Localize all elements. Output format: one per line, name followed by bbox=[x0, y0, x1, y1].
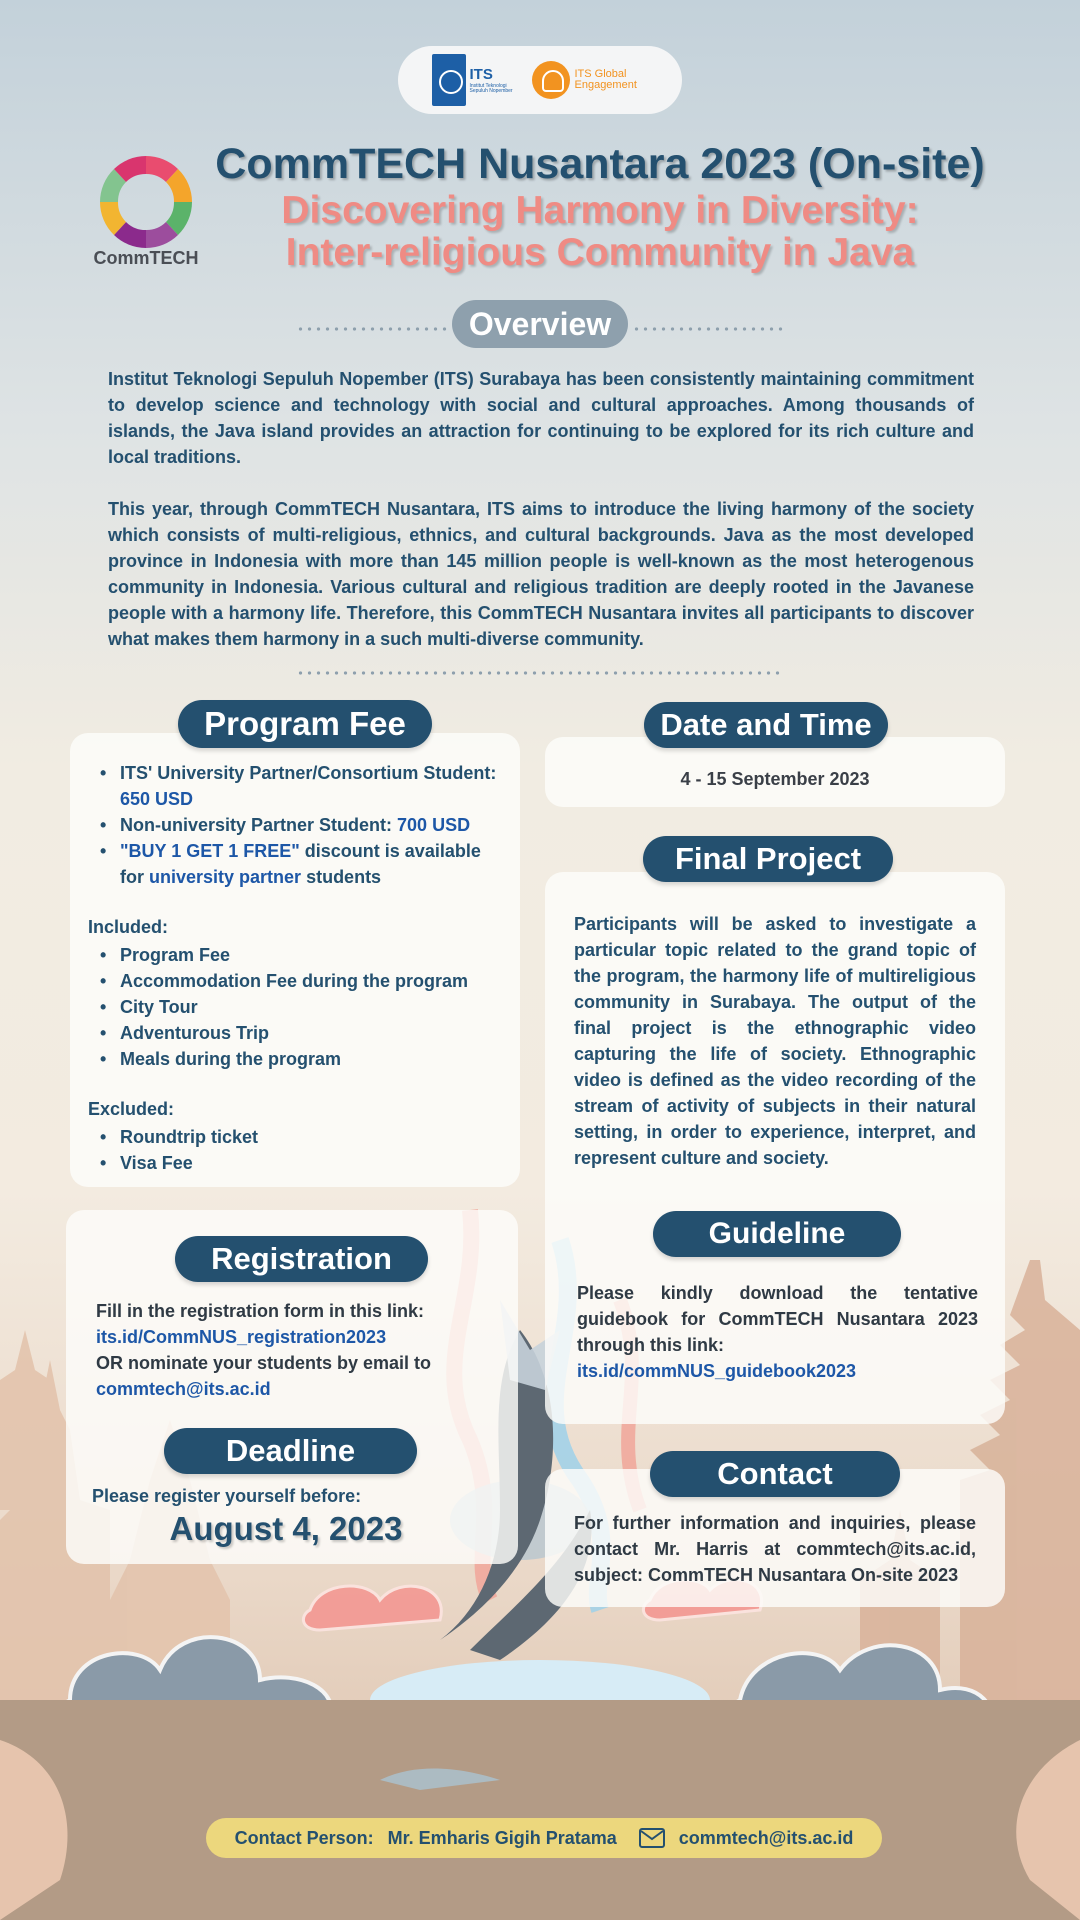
overview-heading: Overview bbox=[452, 300, 628, 348]
date-time-heading: Date and Time bbox=[644, 702, 888, 748]
fee-list bbox=[88, 760, 508, 890]
footer-contact-name: Mr. Emharis Gigih Pratama bbox=[387, 1827, 617, 1848]
global-engagement-text: ITS Global Engagement bbox=[574, 68, 637, 91]
promo-item bbox=[88, 838, 508, 890]
fee-item bbox=[88, 760, 508, 812]
registration-line-2: OR nominate your students by email to bbox=[96, 1353, 432, 1373]
promo-quote: "BUY 1 GET 1 FREE" bbox=[120, 841, 300, 861]
page-subtitle bbox=[200, 190, 1000, 274]
fee-item bbox=[88, 812, 508, 838]
fee-item-price: 700 USD bbox=[397, 815, 471, 835]
registration-link[interactable]: its.id/CommNUS_registration2023 bbox=[96, 1327, 387, 1347]
overview-paragraph-1: Institut Teknologi Sepuluh Nopember (ITS) Surabaya has been consistently maintaining commitment to develop science and technology with social and cultural approaches. Among thousands of islands, the Java island provides an attraction for continuing to be explored for its rich culture and local traditions. bbox=[108, 369, 974, 467]
excluded-item: • Roundtrip ticket bbox=[88, 1124, 508, 1150]
guideline-text: Please kindly download the tentative guidebook for CommTECH Nusantara 2023 through this link: bbox=[577, 1283, 978, 1355]
included-item: • Meals during the program bbox=[88, 1046, 508, 1072]
divider-dots bbox=[296, 671, 784, 675]
included-list bbox=[88, 942, 508, 1072]
included-item: • City Tour bbox=[88, 994, 508, 1020]
overview-text bbox=[108, 366, 974, 652]
its-logo-name: ITS bbox=[469, 65, 493, 83]
its-logo-subtitle: Institut Teknologi Sepuluh Nopember bbox=[469, 82, 513, 94]
footer-contact-bar bbox=[206, 1818, 882, 1858]
excluded-label: Excluded: bbox=[88, 1099, 175, 1119]
divider-dots bbox=[296, 327, 448, 331]
date-time-value: 4 - 15 September 2023 bbox=[680, 769, 870, 789]
registration-email[interactable]: commtech@its.ac.id bbox=[96, 1379, 271, 1399]
program-fee-heading: Program Fee bbox=[178, 700, 432, 748]
included-label: Included: bbox=[88, 917, 168, 937]
subtitle-line-2: Inter-religious Community in Java bbox=[285, 231, 915, 274]
its-emblem-icon bbox=[432, 54, 466, 106]
registration-line-1: Fill in the registration form in this link: bbox=[96, 1301, 425, 1321]
contact-heading: Contact bbox=[650, 1451, 900, 1497]
divider-dots bbox=[632, 327, 784, 331]
contact-text: For further information and inquiries, please contact Mr. Harris at commtech@its.ac.id, subject: CommTECH Nusantara On-site 2023 bbox=[574, 1513, 976, 1585]
promo-target: university partner bbox=[149, 867, 302, 887]
included-item: • Adventurous Trip bbox=[88, 1020, 508, 1046]
guideline-heading: Guideline bbox=[653, 1211, 901, 1257]
deadline-heading: Deadline bbox=[164, 1428, 417, 1474]
page-title: CommTECH Nusantara 2023 (On-site) bbox=[215, 140, 985, 188]
promo-text: discount is available for bbox=[120, 841, 481, 887]
footer-email[interactable]: commtech@its.ac.id bbox=[678, 1827, 854, 1848]
its-logo bbox=[432, 54, 518, 106]
final-project-heading: Final Project bbox=[643, 836, 893, 882]
registration-heading: Registration bbox=[175, 1236, 428, 1282]
global-engagement-logo bbox=[532, 61, 649, 99]
fee-item-text: ITS' University Partner/Consortium Student: bbox=[120, 763, 497, 783]
excluded-item: • Visa Fee bbox=[88, 1150, 508, 1176]
final-project-text: Participants will be asked to investigate a particular topic related to the grand topic of the program, the harmony life of multireligious community in Surabaya. The output of the final project is the ethnographic video capturing the life of society. Ethnographic video is defined as the video recording of the stream of activity of subjects in their natural setting, in order to experience, interpret, and represent culture and society. bbox=[574, 914, 976, 1168]
commtech-logo-label: CommTECH bbox=[93, 248, 199, 268]
guideline-link[interactable]: its.id/commNUS_guidebook2023 bbox=[577, 1361, 857, 1381]
overview-paragraph-2: This year, through CommTECH Nusantara, ITS aims to introduce the living harmony of the society which consists of multi-religious, ethnics, and cultural backgrounds. Java as the most developed province in Indonesia with more than 145 million people is well-known as the most heterogenous community in Indonesia. Various cultural and religious tradition are deeply rooted in the Javanese people with a harmony life. Therefore, this CommTECH Nusantara invites all participants to discover what makes them harmony in a such multi-diverse community. bbox=[108, 499, 974, 649]
included-item: • Accommodation Fee during the program bbox=[88, 968, 508, 994]
footer-contact-label: Contact Person: bbox=[234, 1827, 374, 1848]
fee-item-text: Non-university Partner Student: bbox=[120, 815, 398, 835]
excluded-list bbox=[88, 1124, 508, 1176]
deadline-date: August 4, 2023 bbox=[169, 1510, 403, 1547]
global-engagement-emblem-icon bbox=[532, 61, 570, 99]
mail-icon bbox=[639, 1828, 665, 1848]
deadline-text: Please register yourself before: bbox=[92, 1486, 362, 1506]
fee-item-price: 650 USD bbox=[120, 789, 194, 809]
subtitle-line-1: Discovering Harmony in Diversity: bbox=[281, 189, 919, 232]
partner-logos bbox=[398, 46, 682, 114]
promo-tail: students bbox=[301, 867, 382, 887]
included-item: • Program Fee bbox=[88, 942, 508, 968]
